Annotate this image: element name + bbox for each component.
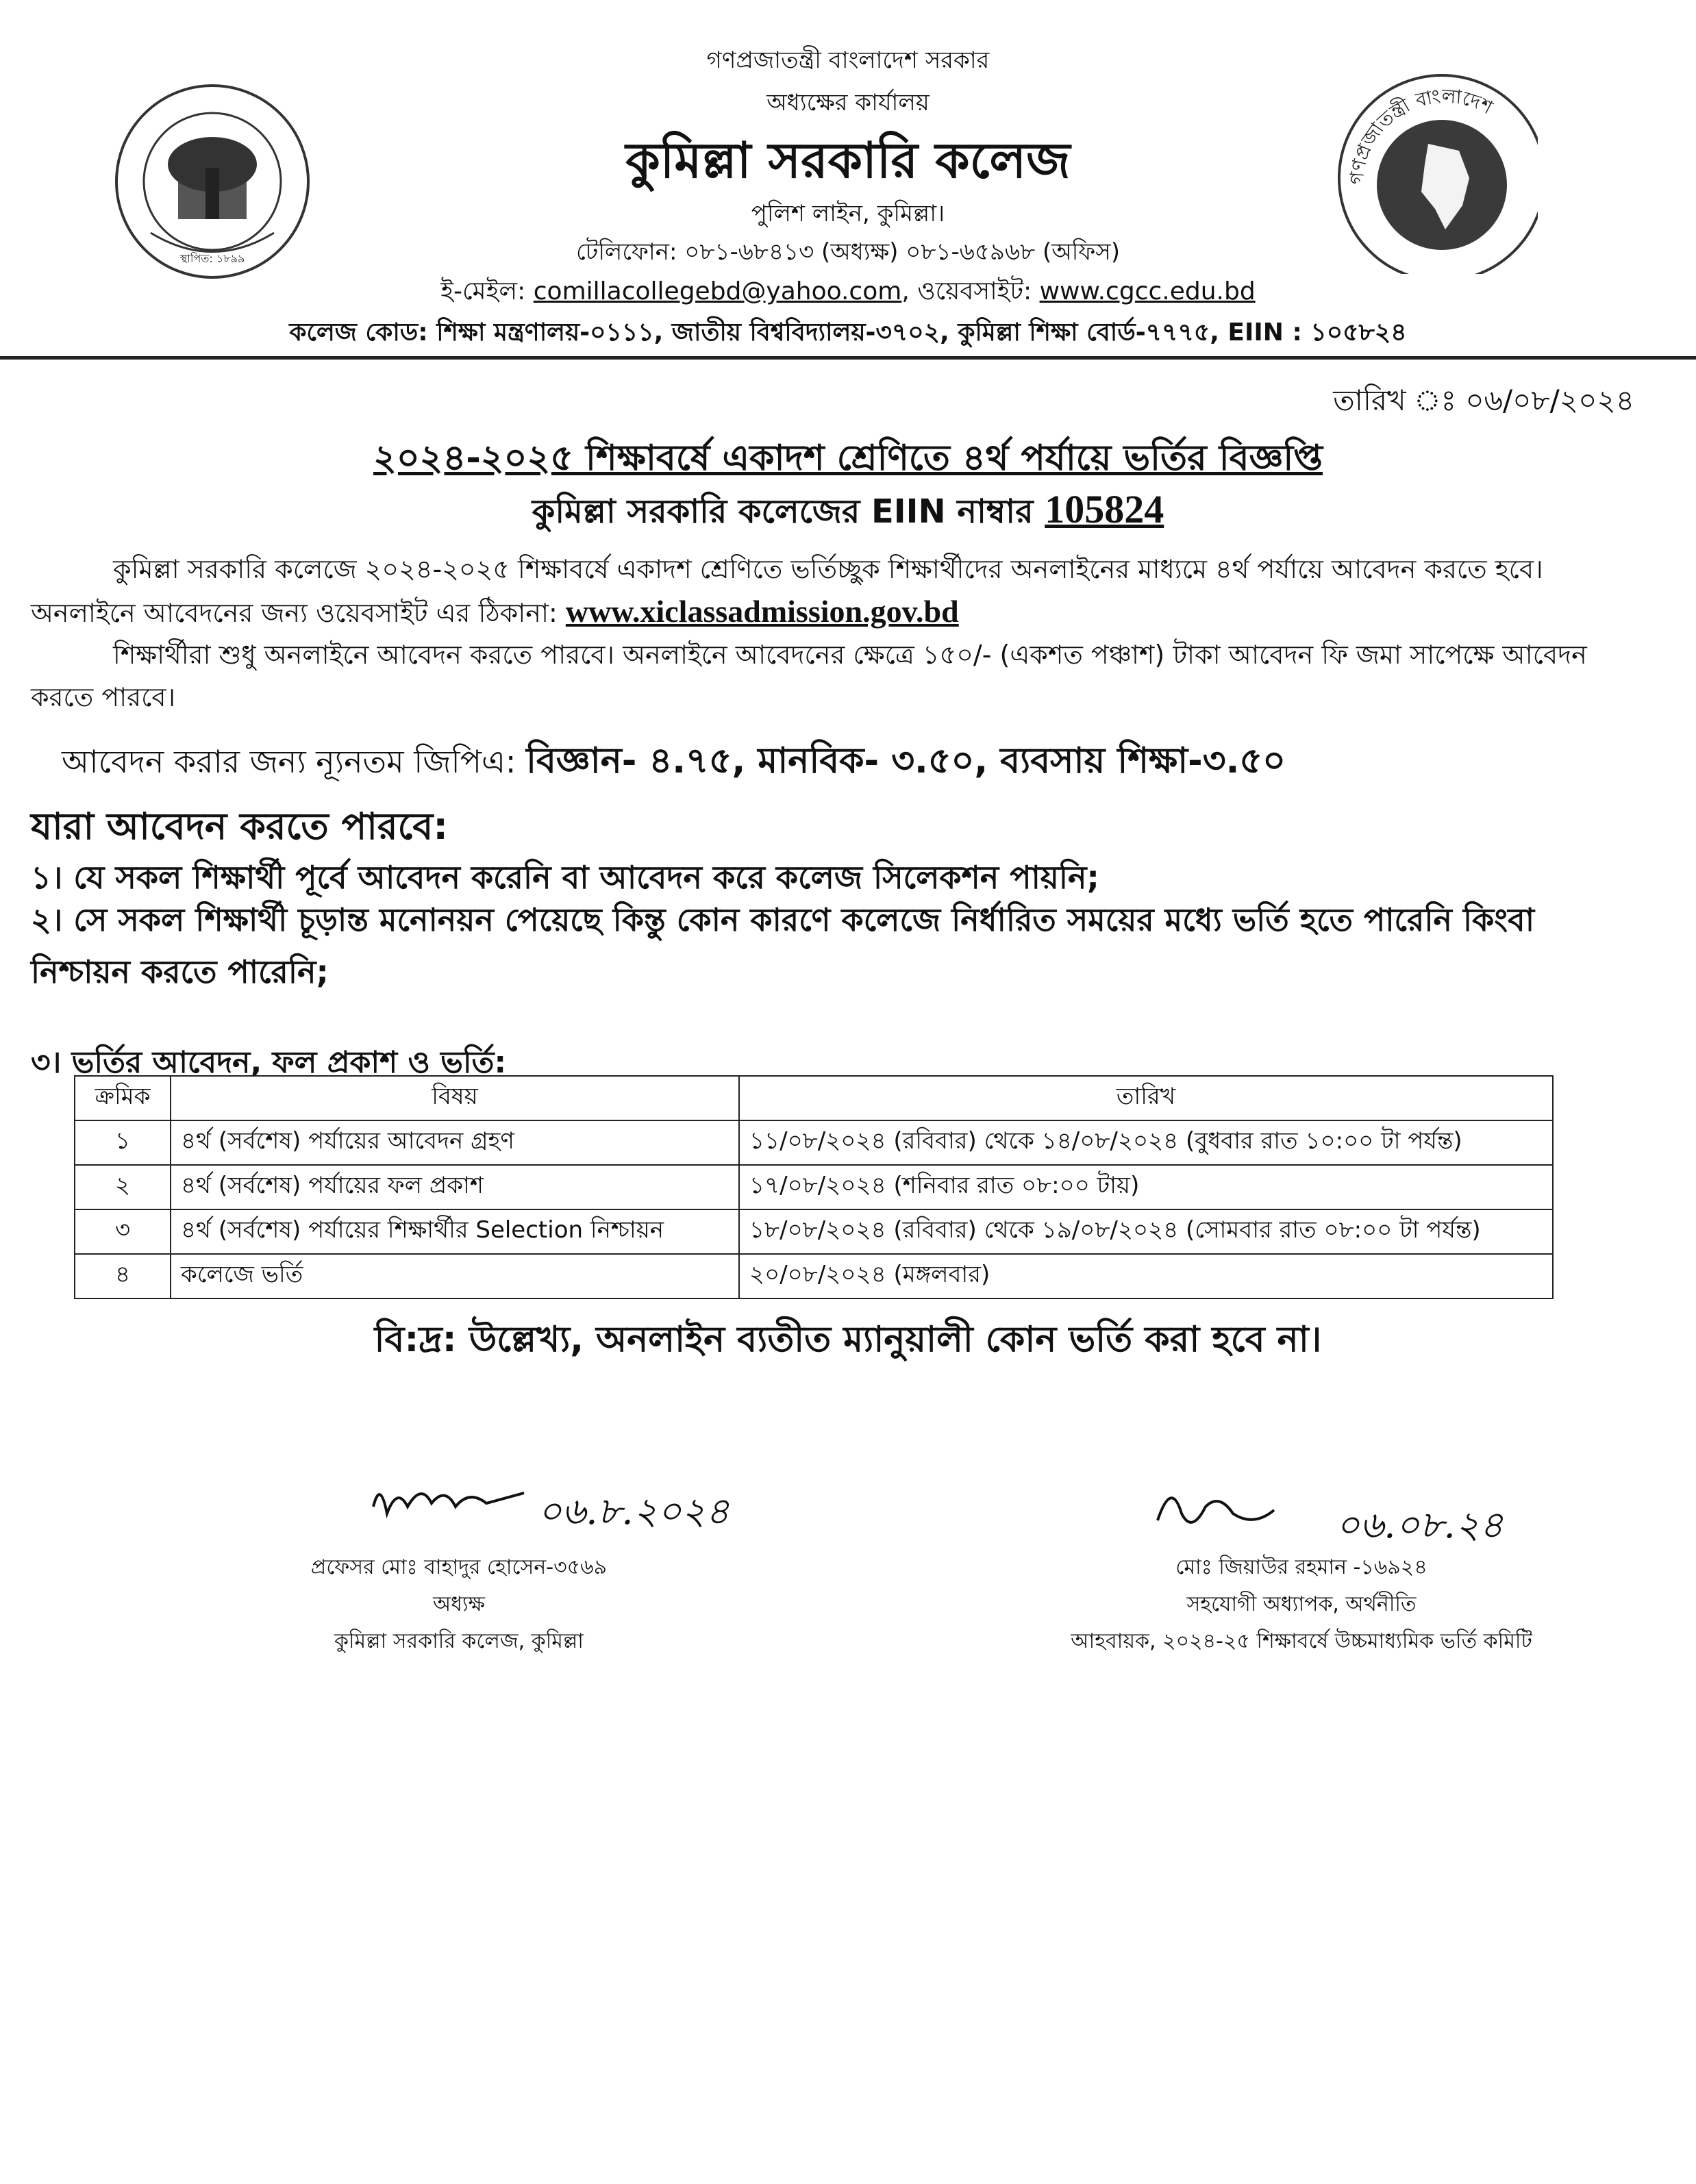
criteria-item: ২। সে সকল শিক্ষার্থী চূড়ান্ত মনোনয়ন পেয়েছে কিন্তু কোন কারণে কলেজে নির্ধারিত সময়ের মধ্যে ভর্তি হতে পারেনি কিংবা নিশ্চায়ন করতে পারেনি; xyxy=(31,901,1535,990)
header-date: তারিখ xyxy=(739,1076,1553,1120)
convener-designation: সহযোগী অধ্যাপক, অর্থনীতি xyxy=(1186,1592,1417,1616)
svg-text:স্থাপিত: ১৮৯৯: স্থাপিত: ১৮৯৯ xyxy=(179,252,245,265)
notice-subtitle xyxy=(0,486,1696,541)
note-line: বি:দ্র: উল্লেখ্য, অনলাইন ব্যতীত ম্যানুয়ালী কোন ভর্তি করা হবে না। xyxy=(374,1319,1322,1360)
principal-organization: কুমিল্লা সরকারি কলেজ, কুমিল্লা xyxy=(334,1629,584,1653)
notice-title xyxy=(0,430,1696,490)
row-subject: কলেজে ভর্তি xyxy=(171,1254,739,1298)
principal-signature xyxy=(366,1466,750,1548)
row-subject: ৪র্থ (সর্বশেষ) পর্যায়ের আবেদন গ্রহণ xyxy=(171,1120,739,1165)
principal-designation: অধ্যক্ষ xyxy=(433,1592,485,1616)
eiin-number: 105824 xyxy=(1045,487,1164,531)
svg-text:গণপ্রজাতন্ত্রী বাংলাদেশ: গণপ্রজাতন্ত্রী বাংলাদেশ xyxy=(1345,84,1497,186)
convener-organization: আহবায়ক, ২০২৪-২৫ শিক্ষাবর্ষে উচ্চমাধ্যমিক ভর্তি কমিটি xyxy=(1071,1629,1532,1653)
government-line: গণপ্রজাতন্ত্রী বাংলাদেশ সরকার xyxy=(706,47,990,74)
svg-text:০৬.০৮.২৪: ০৬.০৮.২৪ xyxy=(1336,1503,1504,1546)
schedule-table xyxy=(74,1075,1554,1299)
row-subject: ৪র্থ (সর্বশেষ) পর্যায়ের শিক্ষার্থীর Selection নিশ্চায়ন xyxy=(171,1209,739,1254)
criteria-item: ৩। ভর্তির আবেদন, ফল প্রকাশ ও ভর্তি: xyxy=(31,1045,507,1080)
notice-title-text: ২০২৪-২০২৫ শিক্ষাবর্ষে একাদশ শ্রেণিতে ৪র্থ পর্যায়ে ভর্তির বিজ্ঞপ্তি xyxy=(373,438,1323,479)
svg-text:০৬.৮.২০২৪: ০৬.৮.২০২৪ xyxy=(538,1490,729,1533)
row-date: ১৮/০৮/২০২৪ (রবিবার) থেকে ১৯/০৮/২০২৪ (সোমবার রাত ০৮:০০ টা পর্যন্ত) xyxy=(739,1209,1553,1254)
table-header-row xyxy=(75,1076,1553,1120)
row-date: ১৭/০৮/২০২৪ (শনিবার রাত ০৮:০০ টায়) xyxy=(739,1165,1553,1209)
row-date: ২০/০৮/২০২৪ (মঙ্গলবার) xyxy=(739,1254,1553,1298)
header-serial: ক্রমিক xyxy=(75,1076,171,1120)
college-name: কুমিল্লা সরকারি কলেজ xyxy=(625,131,1071,189)
contact-row xyxy=(0,273,1696,314)
gpa-values: বিজ্ঞান- ৪.৭৫, মানবিক- ৩.৫০, ব্যবসায় শিক্ষা-৩.৫০ xyxy=(526,740,1286,781)
minimum-gpa xyxy=(62,733,1286,792)
row-serial: ২ xyxy=(75,1165,171,1209)
convener-signature xyxy=(1144,1472,1527,1555)
convener-name: মোঃ জিয়াউর রহমান -১৬৯২৪ xyxy=(1175,1555,1427,1579)
paragraph-admission-text: কুমিল্লা সরকারি কলেজে ২০২৪-২০২৫ শিক্ষাবর্ষে একাদশ শ্রেণিতে ভর্তিচ্ছুক শিক্ষার্থীদের অনলাইনের মাধ্যমে ৪র্থ পর্যায়ে আবেদন করতে হবে। অনলাইনে আবেদনের জন্য ওয়েবসাইট এর ঠিকানা: xyxy=(31,554,1543,628)
principal-name: প্রফেসর মোঃ বাহাদুর হোসেন-৩৫৬৯ xyxy=(310,1555,608,1579)
gpa-label: আবেদন করার জন্য ন্যূনতম জিপিএ: xyxy=(62,743,516,780)
eligible-heading: যারা আবেদন করতে পারবে: xyxy=(31,805,448,848)
website-link[interactable]: www.cgcc.edu.bd xyxy=(1039,277,1256,305)
college-phone: টেলিফোন: ০৮১-৬৮৪১৩ (অধ্যক্ষ) ০৮১-৬৫৯৬৮ (অফিস) xyxy=(576,238,1120,266)
table-row xyxy=(75,1254,1553,1298)
admission-website-link[interactable]: www.xiclassadmission.gov.bd xyxy=(565,594,959,629)
website-label: , ওয়েবসাইট: xyxy=(901,277,1032,305)
email-link[interactable]: comillacollegebd@yahoo.com xyxy=(533,277,902,305)
office-line: অধ্যক্ষের কার্যালয় xyxy=(766,89,930,116)
row-serial: ৪ xyxy=(75,1254,171,1298)
notice-date: তারিখ ঃ ০৬/০৮/২০২৪ xyxy=(1333,384,1634,417)
row-serial: ১ xyxy=(75,1120,171,1165)
college-address: পুলিশ লাইন, কুমিল্লা। xyxy=(751,200,945,227)
header-divider xyxy=(0,356,1696,360)
email-label: ই-মেইল: xyxy=(440,277,526,305)
row-subject: ৪র্থ (সর্বশেষ) পর্যায়ের ফল প্রকাশ xyxy=(171,1165,739,1209)
table-row xyxy=(75,1209,1553,1254)
row-date: ১১/০৮/২০২৪ (রবিবার) থেকে ১৪/০৮/২০২৪ (বুধবার রাত ১০:০০ টা পর্যন্ত) xyxy=(739,1120,1553,1165)
paragraph-admission xyxy=(31,548,1599,634)
row-serial: ৩ xyxy=(75,1209,171,1254)
table-row xyxy=(75,1120,1553,1165)
table-row xyxy=(75,1165,1553,1209)
header-subject: বিষয় xyxy=(171,1076,739,1120)
subtitle-prefix: কুমিল্লা সরকারি কলেজের EIIN নাম্বার xyxy=(532,492,1045,531)
criteria-item: ১। যে সকল শিক্ষার্থী পূর্বে আবেদন করেনি বা আবেদন করে কলেজ সিলেকশন পায়নি; xyxy=(31,859,1099,896)
college-codes: কলেজ কোড: শিক্ষা মন্ত্রণালয়-০১১১, জাতীয় বিশ্ববিদ্যালয়-৩৭০২, কুমিল্লা শিক্ষা বোর্ড-৭৭৭৫, EIIN : ১০৫৮২৪ xyxy=(289,318,1407,347)
paragraph-fee: শিক্ষার্থীরা শুধু অনলাইনে আবেদন করতে পারবে। অনলাইনে আবেদনের ক্ষেত্রে ১৫০/- (একশত পঞ্চাশ) টাকা আবেদন ফি জমা সাপেক্ষে আবেদন করতে পারবে। xyxy=(31,640,1587,712)
